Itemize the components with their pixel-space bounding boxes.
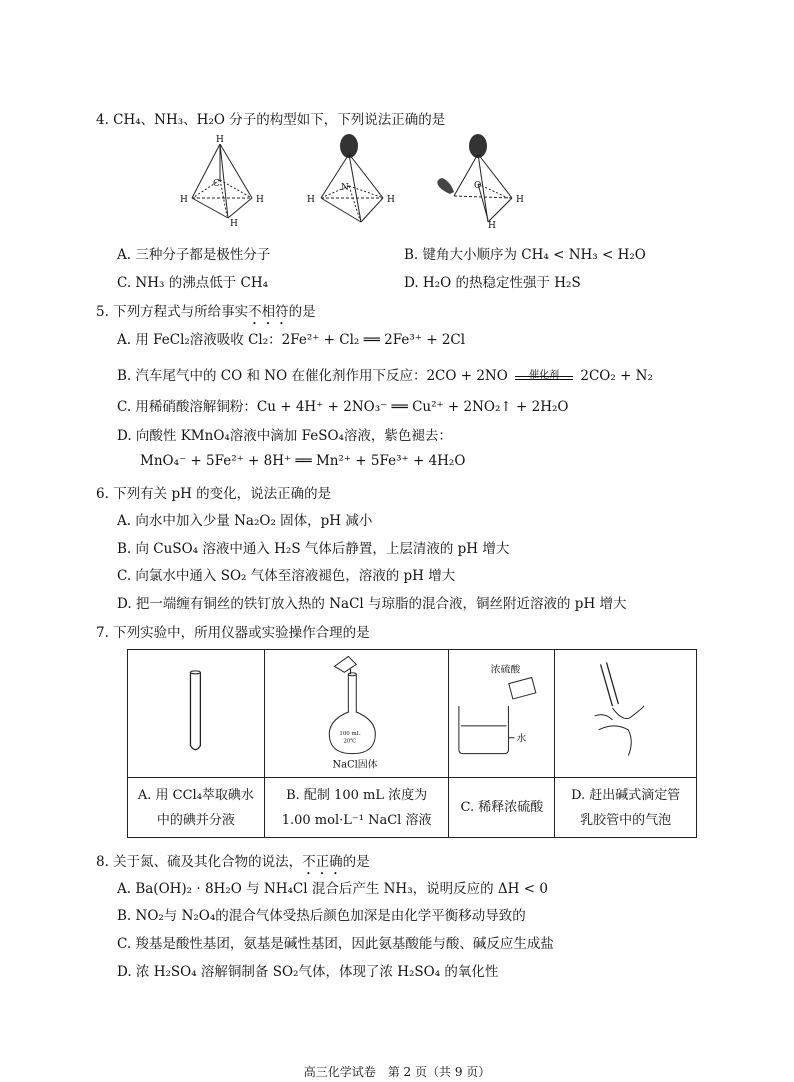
q8-option-c: C. 羧基是酸性基团，氨基是碱性基团，因此氨基酸能与酸、碱反应生成盐 [117, 936, 554, 952]
flask-temp-label: 20℃ [343, 738, 357, 745]
q8-stem: 8. 关于氮、硫及其化合物的说法，不正确的是 [96, 854, 370, 870]
q4-option-b: B. 键角大小顺序为 CH₄ < NH₃ < H₂O [404, 247, 646, 263]
q6-option-b: B. 向 CuSO₄ 溶液中通入 H₂S 气体后静置，上层清液的 pH 增大 [117, 541, 510, 557]
q6-option-a: A. 向水中加入少量 Na₂O₂ 固体，pH 减小 [117, 513, 373, 529]
q4-option-c: C. NH₃ 的沸点低于 CH₄ [117, 275, 269, 291]
svg-text:H: H [180, 195, 188, 205]
q8-option-b: B. NO₂与 N₂O₄的混合气体受热后颜色加深是由化学平衡移动导致的 [117, 908, 526, 924]
flask-volume-label: 100 mL [339, 730, 361, 737]
svg-text:H: H [256, 195, 264, 205]
q5-option-d-equation: MnO₄⁻ + 5Fe²⁺ + 8H⁺ ══ Mn²⁺ + 5Fe³⁺ + 4H₂O [140, 453, 466, 469]
q6-option-d: D. 把一端缠有铜丝的铁钉放入热的 NaCl 与琼脂的混合液，铜丝附近溶液的 pH 增大 [117, 596, 627, 612]
svg-text:H: H [230, 219, 238, 228]
q4-option-a: A. 三种分子都是极性分子 [117, 247, 271, 263]
q6-stem: 6. 下列有关 pH 的变化，说法正确的是 [96, 486, 332, 502]
h2o-angular-diagram [430, 132, 570, 228]
burette-bubble-image [555, 650, 697, 778]
acid-label: 浓硫酸 [490, 664, 521, 676]
q5-option-a: A. 用 FeCl₂溶液吸收 Cl₂：2Fe²⁺ + Cl₂ ══ 2Fe³⁺ + 2Cl [117, 332, 466, 348]
svg-text:H: H [216, 135, 224, 145]
emphasis-text: 不相符 [248, 304, 289, 320]
q7-stem: 7. 下列实验中，所用仪器或实验操作合理的是 [96, 625, 370, 641]
test-tube-image [128, 650, 265, 778]
emphasis-text: 不正确 [302, 854, 343, 870]
q8-option-d: D. 浓 H₂SO₄ 溶解铜制备 SO₂气体，体现了浓 H₂SO₄ 的氧化性 [117, 964, 499, 980]
dilute-acid-image [449, 650, 555, 778]
q5-option-b: B. 汽车尾气中的 CO 和 NO 在催化剂作用下反应：2CO + 2NO 催化剂 2CO₂ + N₂ [117, 368, 653, 384]
svg-text:H: H [387, 195, 395, 205]
svg-text:H: H [488, 221, 496, 228]
nh3-pyramid-diagram [305, 132, 445, 228]
nacl-label: NaCl固体 [332, 759, 378, 771]
q8-option-a: A. Ba(OH)₂ · 8H₂O 与 NH₄Cl 混合后产生 NH₃，说明反应的 ΔH < 0 [117, 881, 548, 897]
q4-option-d: D. H₂O 的热稳定性强于 H₂S [404, 275, 581, 291]
q4-stem: 4. CH₄、NH₃、H₂O 分子的构型如下，下列说法正确的是 [96, 112, 446, 128]
option-c-caption: C. 稀释浓硫酸 [449, 778, 555, 838]
svg-text:N: N [341, 183, 349, 193]
q6-option-c: C. 向氯水中通入 SO₂ 气体至溶液褪色，溶液的 pH 增大 [117, 568, 456, 584]
option-b-caption: B. 配制 100 mL 浓度为 1.00 mol·L⁻¹ NaCl 溶液 [264, 778, 449, 838]
q5-option-d: D. 向酸性 KMnO₄溶液中滴加 FeSO₄溶液，紫色褪去： [117, 428, 452, 444]
q7-experiment-table [127, 649, 697, 838]
svg-text:O: O [474, 181, 482, 191]
option-a-caption: A. 用 CCl₄萃取碘水 中的碘并分液 [128, 778, 265, 838]
option-d-caption: D. 赶出碱式滴定管 乳胶管中的气泡 [555, 778, 697, 838]
page-footer: 高三化学试卷 第 2 页（共 9 页） [303, 1065, 491, 1079]
svg-text:H: H [307, 195, 315, 205]
q5-stem: 5. 下列方程式与所给事实不相符的是 [96, 304, 316, 320]
svg-text:C: C [213, 179, 220, 189]
volumetric-flask-image [264, 650, 449, 778]
svg-text:H: H [516, 195, 524, 205]
ch4-tetrahedron-diagram [170, 132, 310, 228]
water-label: 水 [516, 733, 527, 745]
q5-option-c: C. 用稀硝酸溶解铜粉：Cu + 4H⁺ + 2NO₃⁻ ══ Cu²⁺ + 2NO₂↑ + 2H₂O [117, 399, 569, 415]
